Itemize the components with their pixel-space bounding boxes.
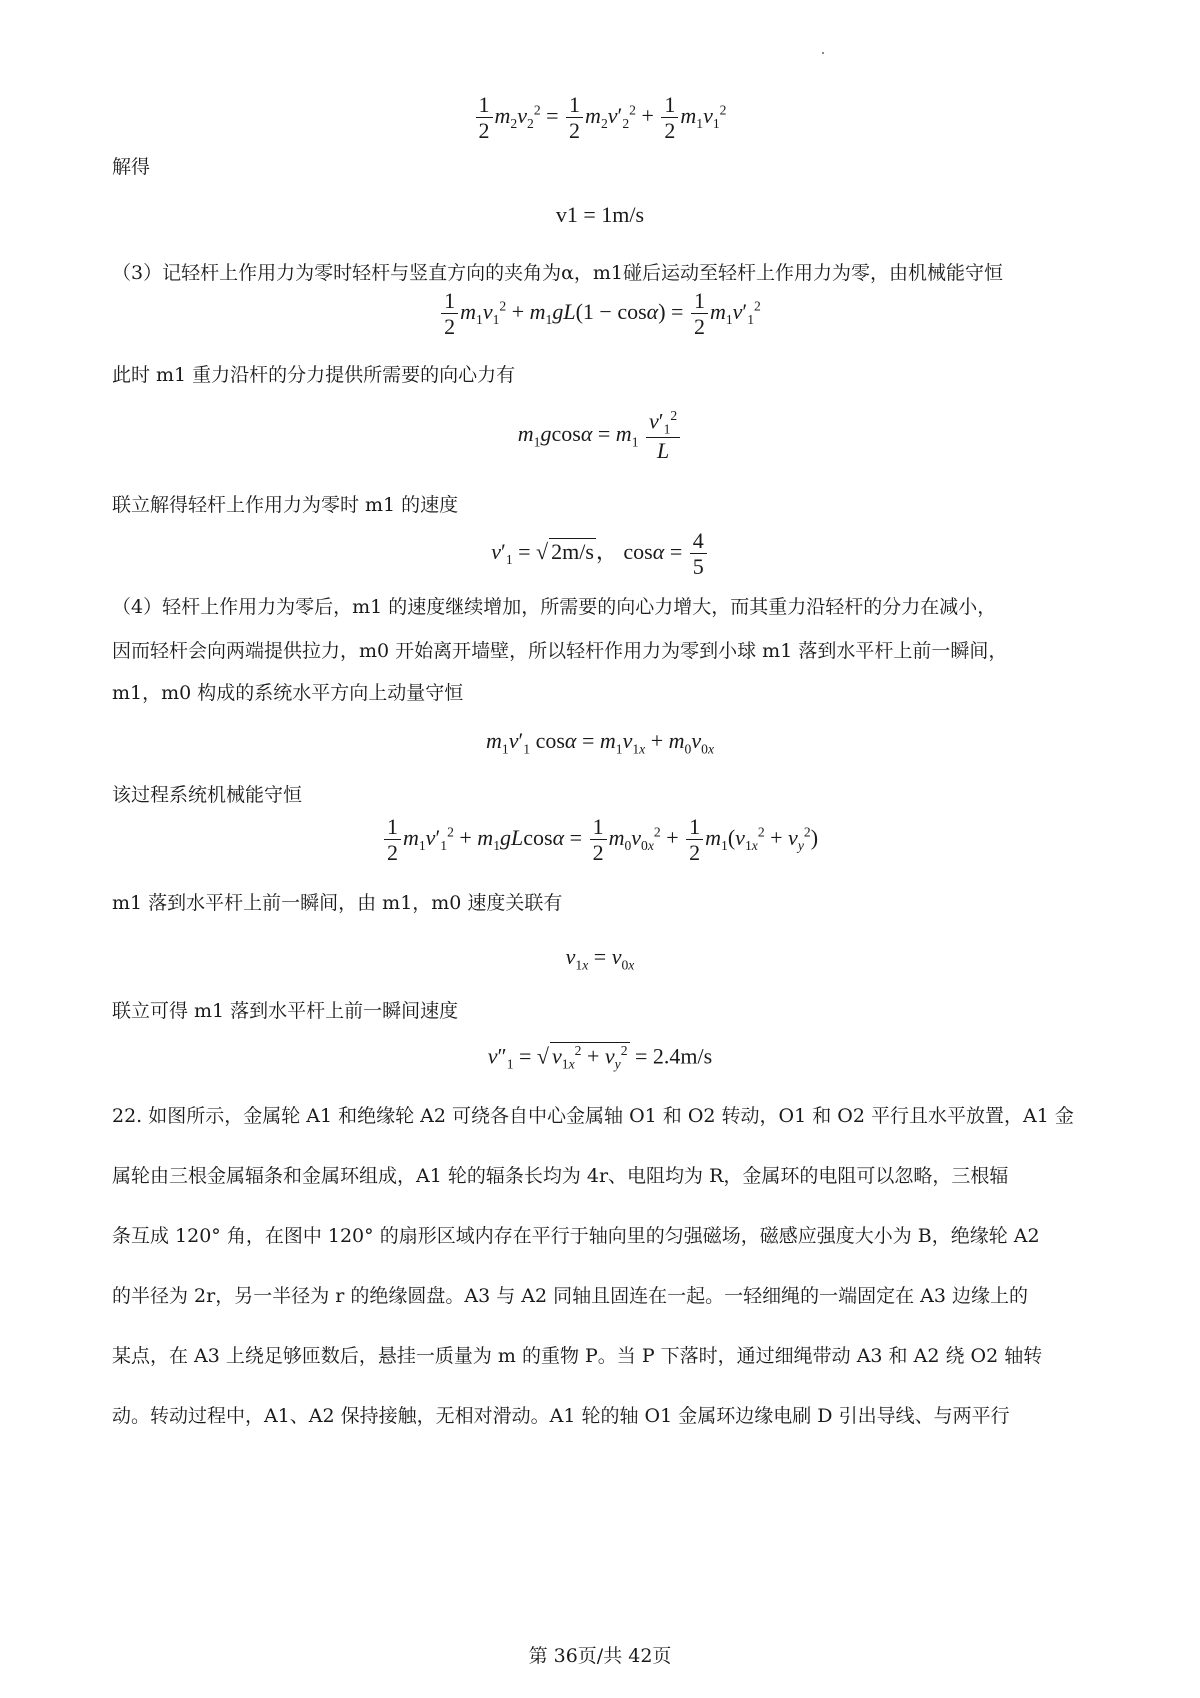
q22-line: 条互成 120° 角，在图中 120° 的扇形区域内存在平行于轴向里的匀强磁场，磁感应强度大小为 B，绝缘轮 A2	[112, 1225, 1040, 1247]
cos-denominator: 5	[692, 554, 704, 580]
part4-line2: 因而轻杆会向两端提供拉力，m0 开始离开墙壁，所以轻杆作用力为零到小球 m1 落到水平杆上前一瞬间，	[112, 640, 1008, 662]
solve-label: 解得	[112, 156, 151, 178]
q22-line: 22. 如图所示，金属轮 A1 和绝缘轮 A2 可绕各自中心金属轴 O1 和 O2 转动，O1 和 O2 平行且水平放置，A1 金	[112, 1105, 1074, 1127]
equation-momentum: $m_1v'_1$ $\cos\alpha = m_1v_{1x} + m_0v_{0x}$	[485, 728, 714, 757]
final-velocity-value: = 2.4m/s	[635, 1043, 713, 1069]
page-footer: 第 36页/共 42页	[528, 1645, 672, 1667]
equation-velocity-relation: $v_{1x} = v_{0x}$	[565, 944, 635, 973]
part4-line3: m1，m0 构成的系统水平方向上动量守恒	[112, 682, 464, 704]
equation-v1prime-cos: $v'_1$ = √ 2m/s， cosα = $\frac{4}{5}$	[0, 528, 1200, 580]
equation-energy-alpha: $\frac{1}{2}$ $m_1v_1^2 + m_1gL(1 - \cos\alpha)$ = $\frac{1}{2}$ $m_1v'_1^2$	[0, 288, 1200, 340]
part3-centripetal-text: 此时 m1 重力沿杆的分力提供所需要的向心力有	[112, 364, 516, 386]
q22-line: 某点，在 A3 上绕足够匝数后，悬挂一质量为 m 的重物 P。当 P 下落时，通过细绳带动 A3 和 A2 绕 O2 轴转	[112, 1345, 1043, 1367]
equation-centripetal: $m_1gcos\alpha = m_1$ $\frac{v'_1^2}{L}$	[0, 408, 1200, 464]
part4-result-text: 联立可得 m1 落到水平杆上前一瞬间速度	[112, 1000, 459, 1022]
q22-line: 动。转动过程中，A1、A2 保持接触，无相对滑动。A1 轮的轴 O1 金属环边缘电刷 D 引出导线、与两平行	[112, 1405, 1010, 1427]
equation-energy-collision: $\frac{1}{2}$ $m_2v_2^2$ = $\frac{1}{2}$ $m_2v'_2^2$ + $\frac{1}{2}$ $m_1v_1^2$	[0, 92, 1200, 144]
equation-final-velocity: $v''_1$ = √ $v_{1x}^2 + v_y^2 = 2.4m/s$	[487, 1043, 713, 1072]
part4-relation-text: m1 落到水平杆上前一瞬间，由 m1，m0 速度关联有	[112, 892, 563, 914]
speck	[822, 52, 824, 54]
cos-numerator: 4	[690, 528, 707, 554]
equation-system-energy: $\frac{1}{2}$ $m_1v'_1^2 + m_1gLcos\alpha$ = $\frac{1}{2}$ $m_0v_{0x}^2$ + $\frac{1}{2}$ $m_1(v_{1x}^2 + v_y^2)$	[0, 814, 1200, 866]
v1prime-value: 2m/s	[551, 538, 594, 564]
q22-line: 属轮由三根金属辐条和金属环组成，A1 轮的辐条长均为 4r、电阻均为 R，金属环的电阻可以忽略，三根辐	[112, 1165, 1009, 1187]
part3-intro: （3）记轻杆上作用力为零时轻杆与竖直方向的夹角为α，m1碰后运动至轻杆上作用力为零，由机械能守恒	[112, 262, 1004, 284]
q22-line: 的半径为 2r，另一半径为 r 的绝缘圆盘。A3 与 A2 同轴且固连在一起。一轻细绳的一端固定在 A3 边缘上的	[112, 1285, 1029, 1307]
equation-v1: v1 = 1m/s	[555, 202, 645, 227]
question-22	[112, 1086, 1097, 1446]
part3-solve-text: 联立解得轻杆上作用力为零时 m1 的速度	[112, 494, 459, 516]
part4-line1: （4）轻杆上作用力为零后，m1 的速度继续增加，所需要的向心力增大，而其重力沿轻杆的分力在减小，	[112, 596, 997, 618]
part4-energy-text: 该过程系统机械能守恒	[112, 784, 303, 806]
